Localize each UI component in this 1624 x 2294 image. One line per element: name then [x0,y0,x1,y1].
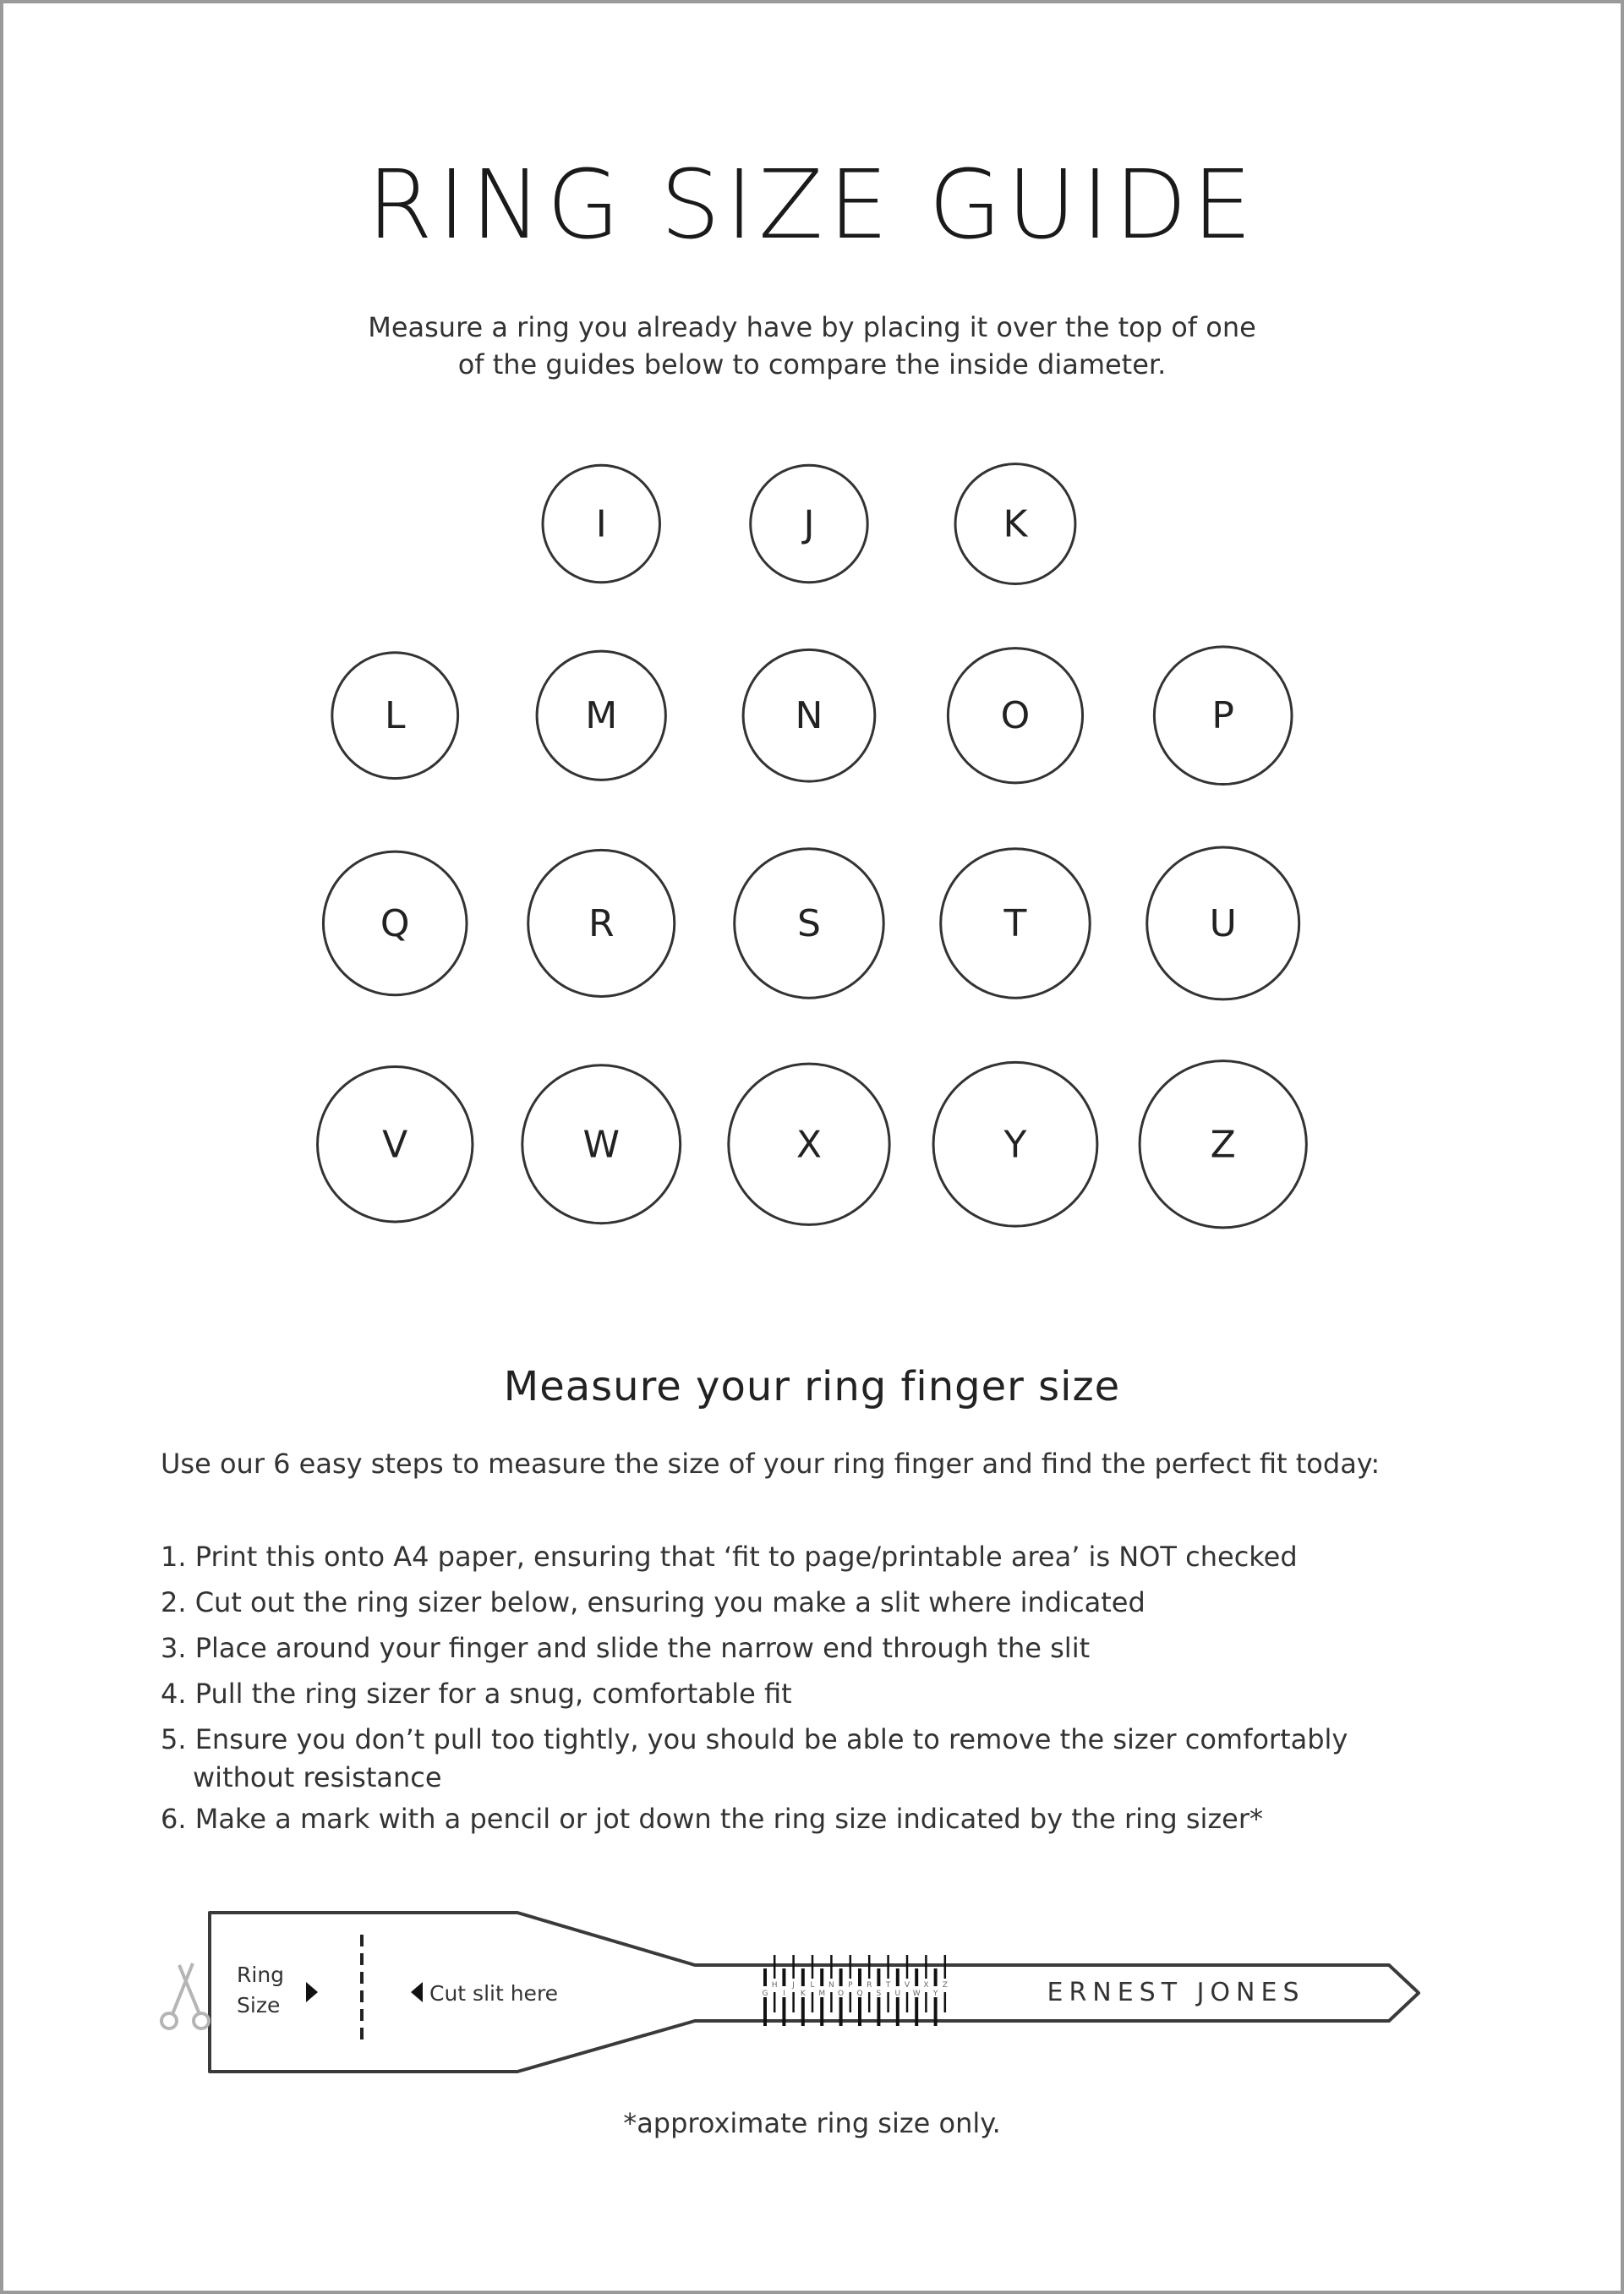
footnote: *approximate ring size only. [623,2107,1001,2139]
ring-size-letter: J [803,502,815,546]
ring-size-label-line1: Ring [237,1963,285,1987]
scale-letter: S [876,1990,882,1998]
intro-line: of the guides below to compare the inside diameter. [457,348,1167,381]
ring-size-letter: Q [380,901,410,945]
scale-letter: O [838,1990,845,1998]
step-text: 3. Place around your finger and slide the narrow end through the slit [161,1632,1091,1664]
ring-size-letter: P [1211,694,1234,738]
ring-size-letter: Z [1210,1123,1236,1167]
scissors-icon [161,1963,209,2028]
cut-slit-label: Cut slit here [429,1981,559,2006]
scale-letter: L [810,1981,815,1990]
section-heading: Measure your ring finger size [503,1363,1121,1410]
step-text: 4. Pull the ring sizer for a snug, comfortable fit [161,1678,792,1710]
scale-letter: K [800,1990,806,1998]
ring-size-letter: X [796,1123,823,1167]
ring-size-letter: W [582,1123,620,1167]
scale-letter: U [894,1990,901,1998]
brand-logo: ERNEST JONES [1047,1978,1305,2007]
ring-size-letter: R [588,901,615,945]
scale-letter: R [867,1981,872,1990]
scale-letter: Y [932,1990,938,1998]
intro-line: Measure a ring you already have by placing it over the top of one [368,311,1256,343]
ring-size-letter: U [1209,901,1237,945]
page-title: RING SIZE GUIDE [366,151,1258,260]
step-text: 1. Print this onto A4 paper, ensuring that ‘fit to page/printable area’ is NOT checked [161,1541,1298,1573]
ring-size-letter: K [1003,502,1028,546]
ring-size-letter: S [796,901,821,945]
step-text: 5. Ensure you don’t pull too tightly, you should be able to remove the sizer comfortably [161,1723,1348,1755]
scale-letter: G [762,1990,768,1998]
ring-size-letter: Y [1003,1123,1027,1167]
scale-letter: P [848,1981,853,1990]
ring-size-letter: M [585,694,618,738]
ring-size-letter: O [1000,694,1031,738]
step-text: 2. Cut out the ring sizer below, ensuring you make a slit where indicated [161,1586,1146,1618]
ring-size-label-line2: Size [237,1993,281,2018]
scale-letter: Q [856,1990,863,1998]
scale-letter: H [771,1981,778,1990]
step-continuation: without resistance [193,1761,442,1793]
scale-letter: J [792,1981,795,1990]
ring-size-letter: V [382,1123,408,1167]
step-text: 6. Make a mark with a pencil or jot down the ring size indicated by the ring sizer* [161,1803,1264,1835]
ring-size-letter: N [795,694,823,738]
scale-letter: V [904,1981,910,1990]
scale-letter: Z [942,1981,948,1990]
ring-size-letter: T [1003,901,1027,945]
ring-size-letter: I [595,502,607,546]
scale-letter: M [818,1990,826,1998]
scale-letter: X [923,1981,929,1990]
ring-size-letter: L [384,694,406,738]
scale-letter: I [783,1990,785,1998]
section-lead: Use our 6 easy steps to measure the size of your ring finger and find the perfect fit today: [161,1448,1381,1480]
scale-letter: T [885,1981,891,1990]
scale-letter: W [912,1990,921,1998]
scale-letter: N [828,1981,834,1990]
